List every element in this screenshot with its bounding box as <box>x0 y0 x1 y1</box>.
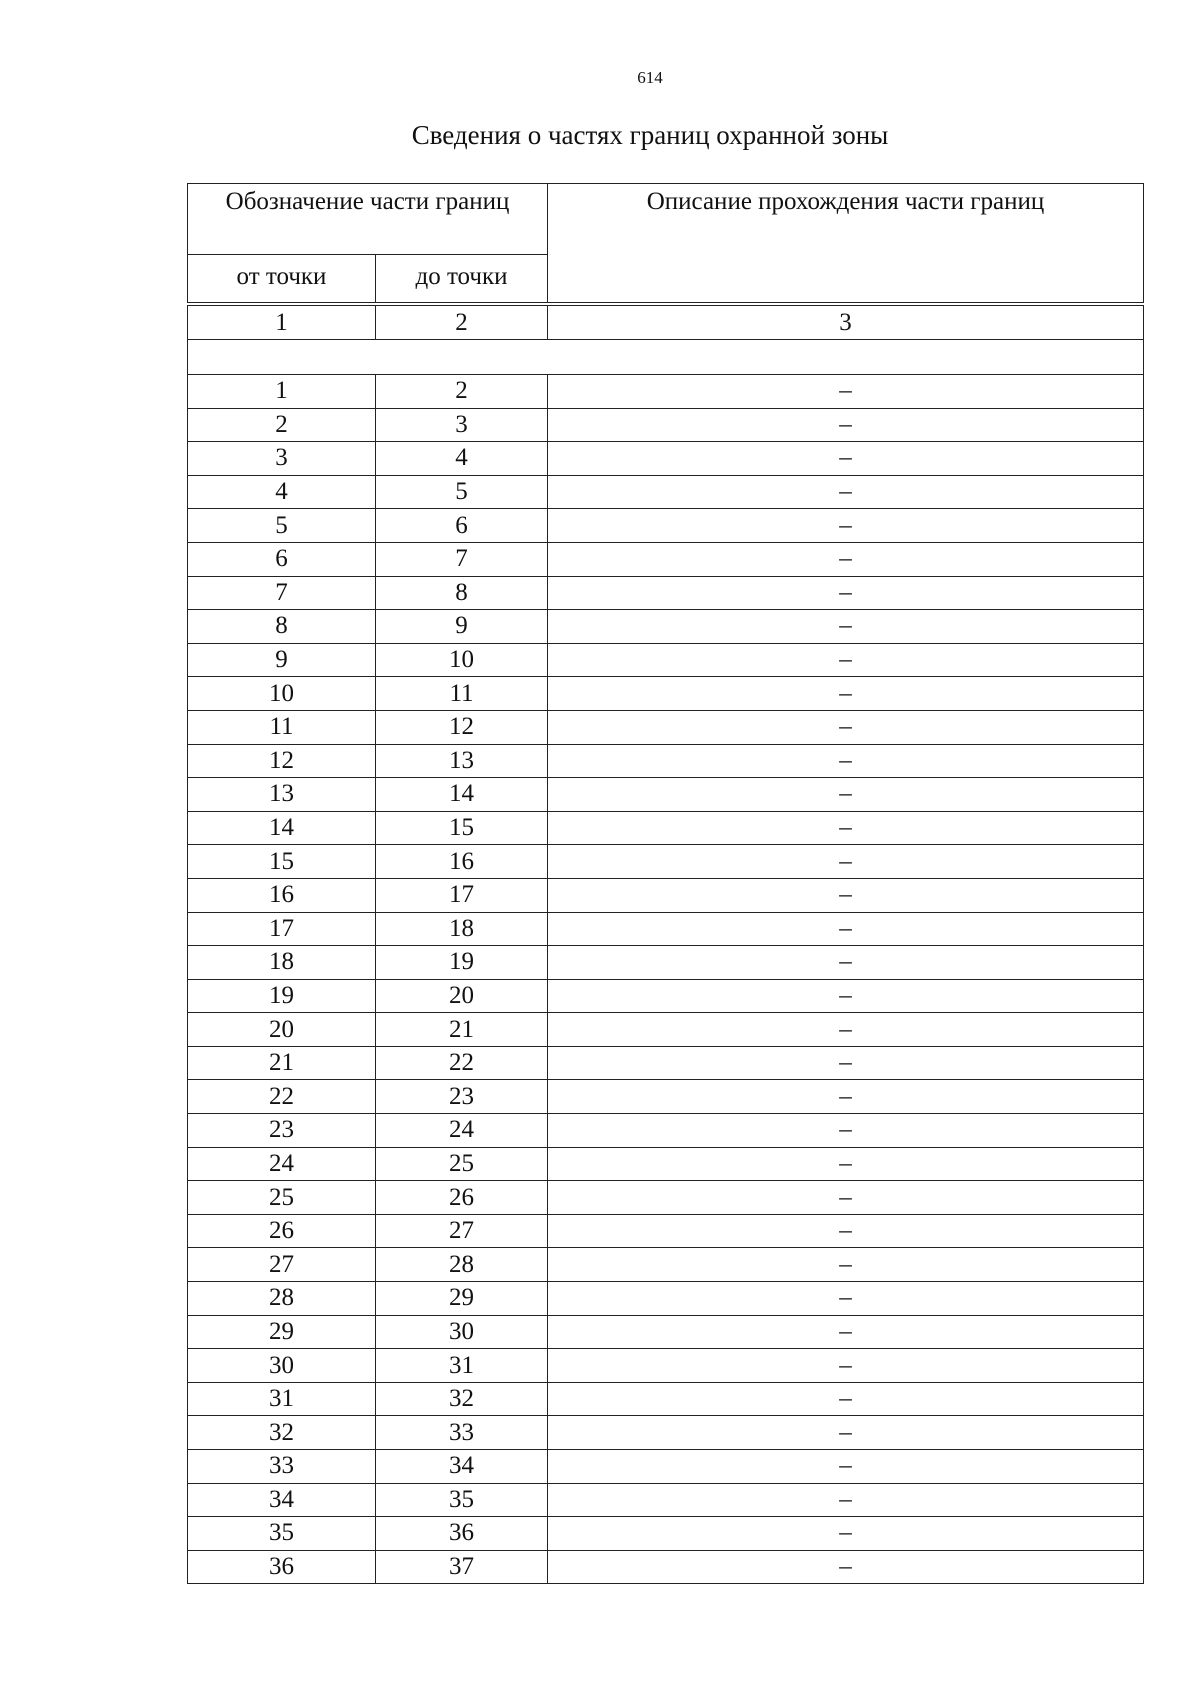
cell-from-point: 18 <box>188 946 376 980</box>
cell-from-point: 34 <box>188 1483 376 1517</box>
cell-from-point: 26 <box>188 1214 376 1248</box>
table-row <box>188 1248 1144 1282</box>
table-row <box>188 1282 1144 1316</box>
table-row <box>188 1013 1144 1047</box>
cell-from-point: 7 <box>188 576 376 610</box>
table-row <box>188 1214 1144 1248</box>
cell-to-point: 5 <box>376 475 548 509</box>
table-row <box>188 912 1144 946</box>
cell-description: – <box>548 1013 1144 1047</box>
cell-description: – <box>548 1382 1144 1416</box>
cell-from-point: 9 <box>188 643 376 677</box>
cell-to-point: 22 <box>376 1046 548 1080</box>
cell-from-point: 19 <box>188 979 376 1013</box>
cell-to-point: 10 <box>376 643 548 677</box>
cell-to-point: 7 <box>376 542 548 576</box>
cell-to-point: 35 <box>376 1483 548 1517</box>
cell-to-point: 6 <box>376 509 548 543</box>
cell-from-point: 32 <box>188 1416 376 1450</box>
cell-to-point: 36 <box>376 1517 548 1551</box>
cell-to-point: 16 <box>376 845 548 879</box>
header-to-point: до точки <box>376 255 548 303</box>
cell-from-point: 22 <box>188 1080 376 1114</box>
cell-description: – <box>548 946 1144 980</box>
cell-description: – <box>548 677 1144 711</box>
cell-to-point: 26 <box>376 1181 548 1215</box>
table-row <box>188 1416 1144 1450</box>
cell-description: – <box>548 576 1144 610</box>
cell-to-point: 12 <box>376 710 548 744</box>
cell-to-point: 15 <box>376 811 548 845</box>
cell-to-point: 30 <box>376 1315 548 1349</box>
cell-description: – <box>548 1282 1144 1316</box>
cell-description: – <box>548 408 1144 442</box>
table-row <box>188 677 1144 711</box>
cell-to-point: 20 <box>376 979 548 1013</box>
header-table <box>187 183 1144 303</box>
column-number: 1 <box>188 306 376 340</box>
table-row <box>188 1517 1144 1551</box>
table-row <box>188 1147 1144 1181</box>
cell-from-point: 16 <box>188 878 376 912</box>
table-row <box>188 1483 1144 1517</box>
cell-to-point: 17 <box>376 878 548 912</box>
cell-to-point: 18 <box>376 912 548 946</box>
cell-to-point: 8 <box>376 576 548 610</box>
cell-to-point: 13 <box>376 744 548 778</box>
cell-description: – <box>548 1147 1144 1181</box>
cell-from-point: 3 <box>188 442 376 476</box>
header-from-point: от точки <box>188 255 376 303</box>
header-boundary-designation: Обозначение части границ <box>188 184 548 255</box>
table-row <box>188 475 1144 509</box>
table-row <box>188 1382 1144 1416</box>
table-row <box>188 408 1144 442</box>
table-row <box>188 1315 1144 1349</box>
table-row <box>188 778 1144 812</box>
cell-to-point: 14 <box>376 778 548 812</box>
cell-to-point: 21 <box>376 1013 548 1047</box>
cell-from-point: 13 <box>188 778 376 812</box>
cell-to-point: 34 <box>376 1450 548 1484</box>
cell-from-point: 6 <box>188 542 376 576</box>
table-row <box>188 946 1144 980</box>
cell-from-point: 2 <box>188 408 376 442</box>
cell-to-point: 27 <box>376 1214 548 1248</box>
page-number: 614 <box>637 68 663 87</box>
cell-to-point: 24 <box>376 1114 548 1148</box>
page-title: Сведения о частях границ охранной зоны <box>411 120 889 150</box>
table-row <box>188 744 1144 778</box>
table-row <box>188 710 1144 744</box>
cell-to-point: 23 <box>376 1080 548 1114</box>
cell-to-point: 25 <box>376 1147 548 1181</box>
cell-from-point: 10 <box>188 677 376 711</box>
table-row <box>188 1550 1144 1584</box>
column-number-row <box>188 306 1144 340</box>
boundary-parts-table <box>187 305 1144 1584</box>
cell-from-point: 14 <box>188 811 376 845</box>
cell-description: – <box>548 1483 1144 1517</box>
table-row <box>188 643 1144 677</box>
cell-to-point: 37 <box>376 1550 548 1584</box>
cell-description: – <box>548 1450 1144 1484</box>
cell-to-point: 19 <box>376 946 548 980</box>
table-row <box>188 979 1144 1013</box>
table-row <box>188 1181 1144 1215</box>
cell-description: – <box>548 1416 1144 1450</box>
cell-description: – <box>548 442 1144 476</box>
cell-to-point: 11 <box>376 677 548 711</box>
cell-description: – <box>548 1214 1144 1248</box>
cell-from-point: 12 <box>188 744 376 778</box>
table-row <box>188 509 1144 543</box>
cell-description: – <box>548 878 1144 912</box>
cell-from-point: 30 <box>188 1349 376 1383</box>
cell-description: – <box>548 979 1144 1013</box>
table-row <box>188 845 1144 879</box>
table-row <box>188 442 1144 476</box>
cell-description: – <box>548 1046 1144 1080</box>
cell-description: – <box>548 778 1144 812</box>
cell-to-point: 9 <box>376 610 548 644</box>
cell-to-point: 4 <box>376 442 548 476</box>
cell-description: – <box>548 811 1144 845</box>
cell-description: – <box>548 1248 1144 1282</box>
cell-from-point: 15 <box>188 845 376 879</box>
cell-from-point: 36 <box>188 1550 376 1584</box>
table-row <box>188 1114 1144 1148</box>
cell-from-point: 33 <box>188 1450 376 1484</box>
table-row <box>188 576 1144 610</box>
cell-to-point: 2 <box>376 375 548 409</box>
table-row <box>188 1450 1144 1484</box>
cell-description: – <box>548 744 1144 778</box>
cell-to-point: 32 <box>376 1382 548 1416</box>
cell-description: – <box>548 643 1144 677</box>
cell-description: – <box>548 1550 1144 1584</box>
cell-description: – <box>548 710 1144 744</box>
cell-description: – <box>548 1114 1144 1148</box>
cell-from-point: 31 <box>188 1382 376 1416</box>
cell-from-point: 27 <box>188 1248 376 1282</box>
cell-description: – <box>548 1181 1144 1215</box>
cell-from-point: 17 <box>188 912 376 946</box>
cell-from-point: 4 <box>188 475 376 509</box>
cell-description: – <box>548 845 1144 879</box>
cell-description: – <box>548 610 1144 644</box>
table-row <box>188 878 1144 912</box>
table-row <box>188 1046 1144 1080</box>
cell-from-point: 35 <box>188 1517 376 1551</box>
column-number: 3 <box>548 306 1144 340</box>
cell-from-point: 11 <box>188 710 376 744</box>
cell-description: – <box>548 912 1144 946</box>
cell-to-point: 28 <box>376 1248 548 1282</box>
table-row <box>188 1080 1144 1114</box>
cell-description: – <box>548 542 1144 576</box>
table-row <box>188 542 1144 576</box>
table-row <box>188 375 1144 409</box>
cell-from-point: 5 <box>188 509 376 543</box>
cell-description: – <box>548 1315 1144 1349</box>
section-label <box>188 340 1144 375</box>
column-number: 2 <box>376 306 548 340</box>
cell-from-point: 24 <box>188 1147 376 1181</box>
cell-to-point: 3 <box>376 408 548 442</box>
cell-description: – <box>548 1080 1144 1114</box>
cell-description: – <box>548 375 1144 409</box>
cell-description: – <box>548 475 1144 509</box>
cell-from-point: 25 <box>188 1181 376 1215</box>
cell-from-point: 20 <box>188 1013 376 1047</box>
cell-to-point: 29 <box>376 1282 548 1316</box>
table-row <box>188 811 1144 845</box>
cell-to-point: 33 <box>376 1416 548 1450</box>
table-row <box>188 610 1144 644</box>
cell-description: – <box>548 1517 1144 1551</box>
table-row <box>188 1349 1144 1383</box>
cell-from-point: 23 <box>188 1114 376 1148</box>
cell-to-point: 31 <box>376 1349 548 1383</box>
cell-from-point: 1 <box>188 375 376 409</box>
cell-from-point: 8 <box>188 610 376 644</box>
cell-from-point: 29 <box>188 1315 376 1349</box>
cell-from-point: 21 <box>188 1046 376 1080</box>
section-row <box>188 340 1144 375</box>
cell-from-point: 28 <box>188 1282 376 1316</box>
cell-description: – <box>548 509 1144 543</box>
header-boundary-description: Описание прохождения части границ <box>548 184 1144 303</box>
cell-description: – <box>548 1349 1144 1383</box>
